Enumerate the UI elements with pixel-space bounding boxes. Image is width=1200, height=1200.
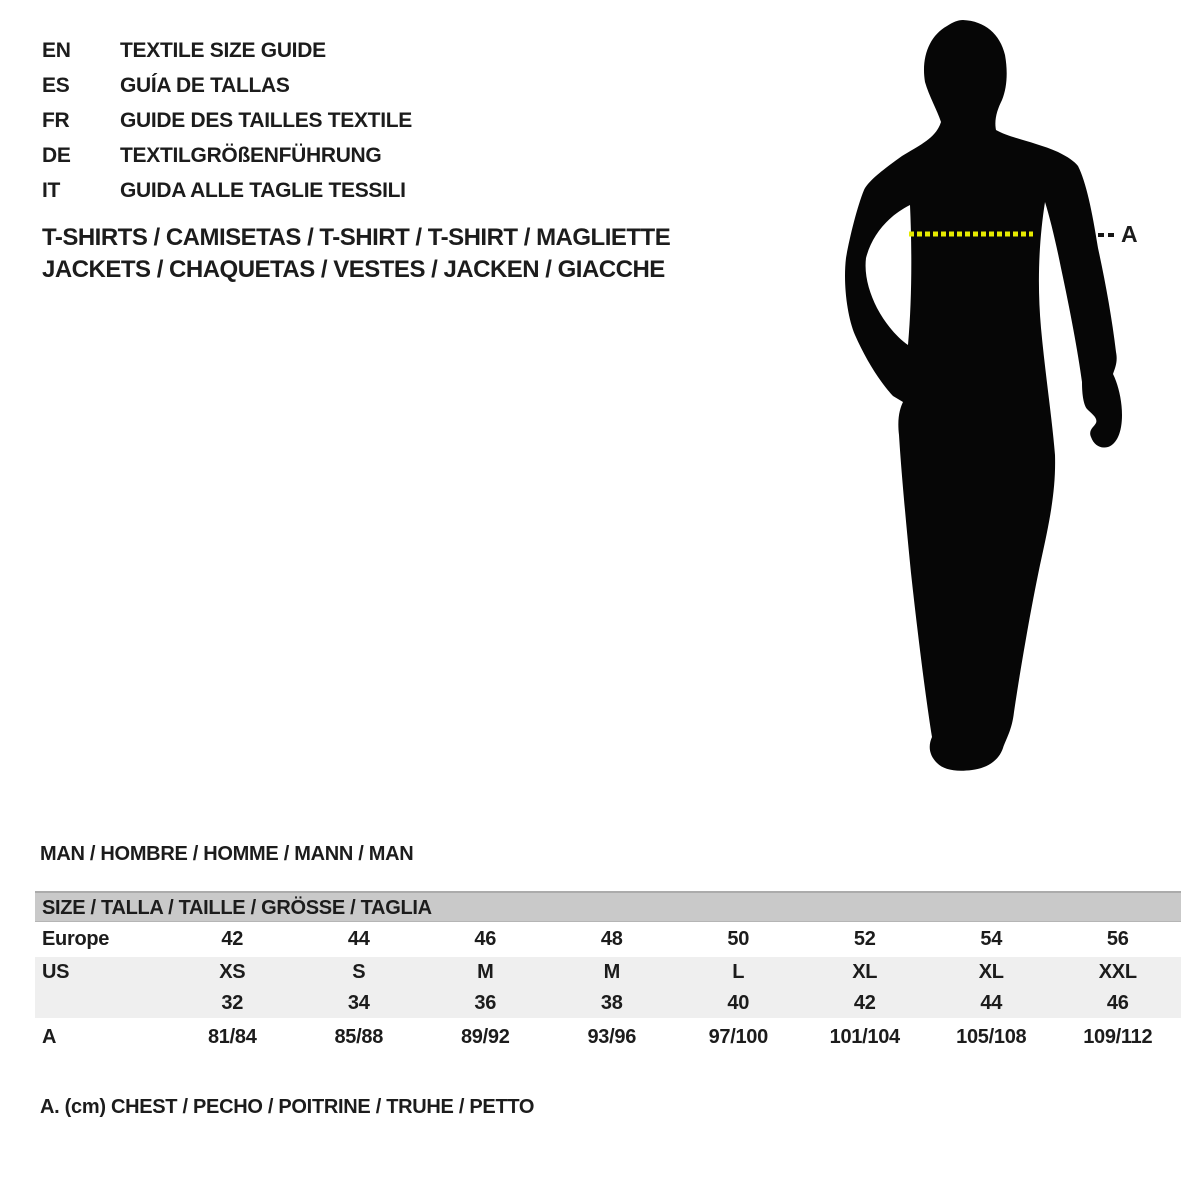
size-cell: 44 xyxy=(980,991,1003,1014)
size-cell: XXL xyxy=(1098,961,1137,983)
size-cell: 54 xyxy=(980,928,1003,950)
language-code: EN xyxy=(42,38,71,62)
garment-categories xyxy=(42,222,670,286)
language-title: TEXTILGRÖßENFÜHRUNG xyxy=(120,143,382,167)
size-cell: 105/108 xyxy=(956,1025,1027,1048)
size-cell: 50 xyxy=(727,928,750,950)
size-cell: XS xyxy=(219,961,246,983)
size-cell: 85/88 xyxy=(334,1025,384,1048)
size-cell: 109/112 xyxy=(1083,1025,1153,1048)
language-title: GUIDA ALLE TAGLIE TESSILI xyxy=(120,178,406,202)
size-cell: 38 xyxy=(600,991,623,1014)
size-cell: 34 xyxy=(347,991,370,1014)
language-row-en xyxy=(42,33,412,68)
size-cell: M xyxy=(477,961,494,983)
size-cell: 46 xyxy=(1106,991,1129,1014)
measurement-footnote: A. (cm) CHEST / PECHO / POITRINE / TRUHE / PETTO xyxy=(40,1096,535,1118)
size-cell: 42 xyxy=(853,991,876,1014)
size-cell: 48 xyxy=(600,928,623,950)
man-silhouette-shape xyxy=(845,20,1122,771)
section-title-man: MAN / HOMBRE / HOMME / MANN / MAN xyxy=(40,843,414,865)
size-table xyxy=(35,891,1181,1056)
size-cell: S xyxy=(352,961,366,983)
size-cell: 52 xyxy=(853,928,876,950)
size-cell: XL xyxy=(852,961,878,983)
size-table-header: SIZE / TALLA / TAILLE / GRÖSSE / TAGLIA xyxy=(35,891,1181,922)
size-cell: 40 xyxy=(727,991,750,1014)
table-row-europe xyxy=(35,922,1181,957)
size-cell: 101/104 xyxy=(829,1025,900,1048)
table-row-chest xyxy=(35,1018,1181,1056)
language-row-es xyxy=(42,68,412,103)
row-label: US xyxy=(42,961,70,983)
row-label: A xyxy=(42,1025,57,1048)
size-cell: L xyxy=(732,961,745,983)
language-code: FR xyxy=(42,108,70,132)
language-title: TEXTILE SIZE GUIDE xyxy=(120,38,326,62)
size-cell: 42 xyxy=(221,928,244,950)
language-code: IT xyxy=(42,178,61,202)
language-row-de xyxy=(42,138,412,173)
size-cell: 89/92 xyxy=(460,1025,510,1048)
category-tshirts: T-SHIRTS / CAMISETAS / T-SHIRT / T-SHIRT / MAGLIETTE xyxy=(42,224,671,251)
size-cell: M xyxy=(603,961,620,983)
language-code: ES xyxy=(42,73,70,97)
size-cell: 44 xyxy=(347,928,370,950)
table-row-numeric xyxy=(35,988,1181,1018)
size-cell: 36 xyxy=(474,991,497,1014)
language-code: DE xyxy=(42,143,71,167)
size-cell: 32 xyxy=(221,991,244,1014)
category-jackets: JACKETS / CHAQUETAS / VESTES / JACKEN / GIACCHE xyxy=(42,256,665,283)
size-cell: 97/100 xyxy=(708,1025,768,1048)
language-row-fr xyxy=(42,103,412,138)
language-list xyxy=(42,33,412,208)
size-cell: 46 xyxy=(474,928,497,950)
size-cell: 93/96 xyxy=(587,1025,637,1048)
language-row-it xyxy=(42,173,412,208)
language-title: GUIDE DES TAILLES TEXTILE xyxy=(120,108,412,132)
size-cell: 81/84 xyxy=(207,1025,257,1048)
row-label: Europe xyxy=(42,928,110,950)
chest-measure-label: A xyxy=(1121,221,1138,247)
language-title: GUÍA DE TALLAS xyxy=(120,73,290,97)
size-cell: 56 xyxy=(1106,928,1129,950)
table-row-us xyxy=(35,957,1181,988)
size-cell: XL xyxy=(978,961,1004,983)
